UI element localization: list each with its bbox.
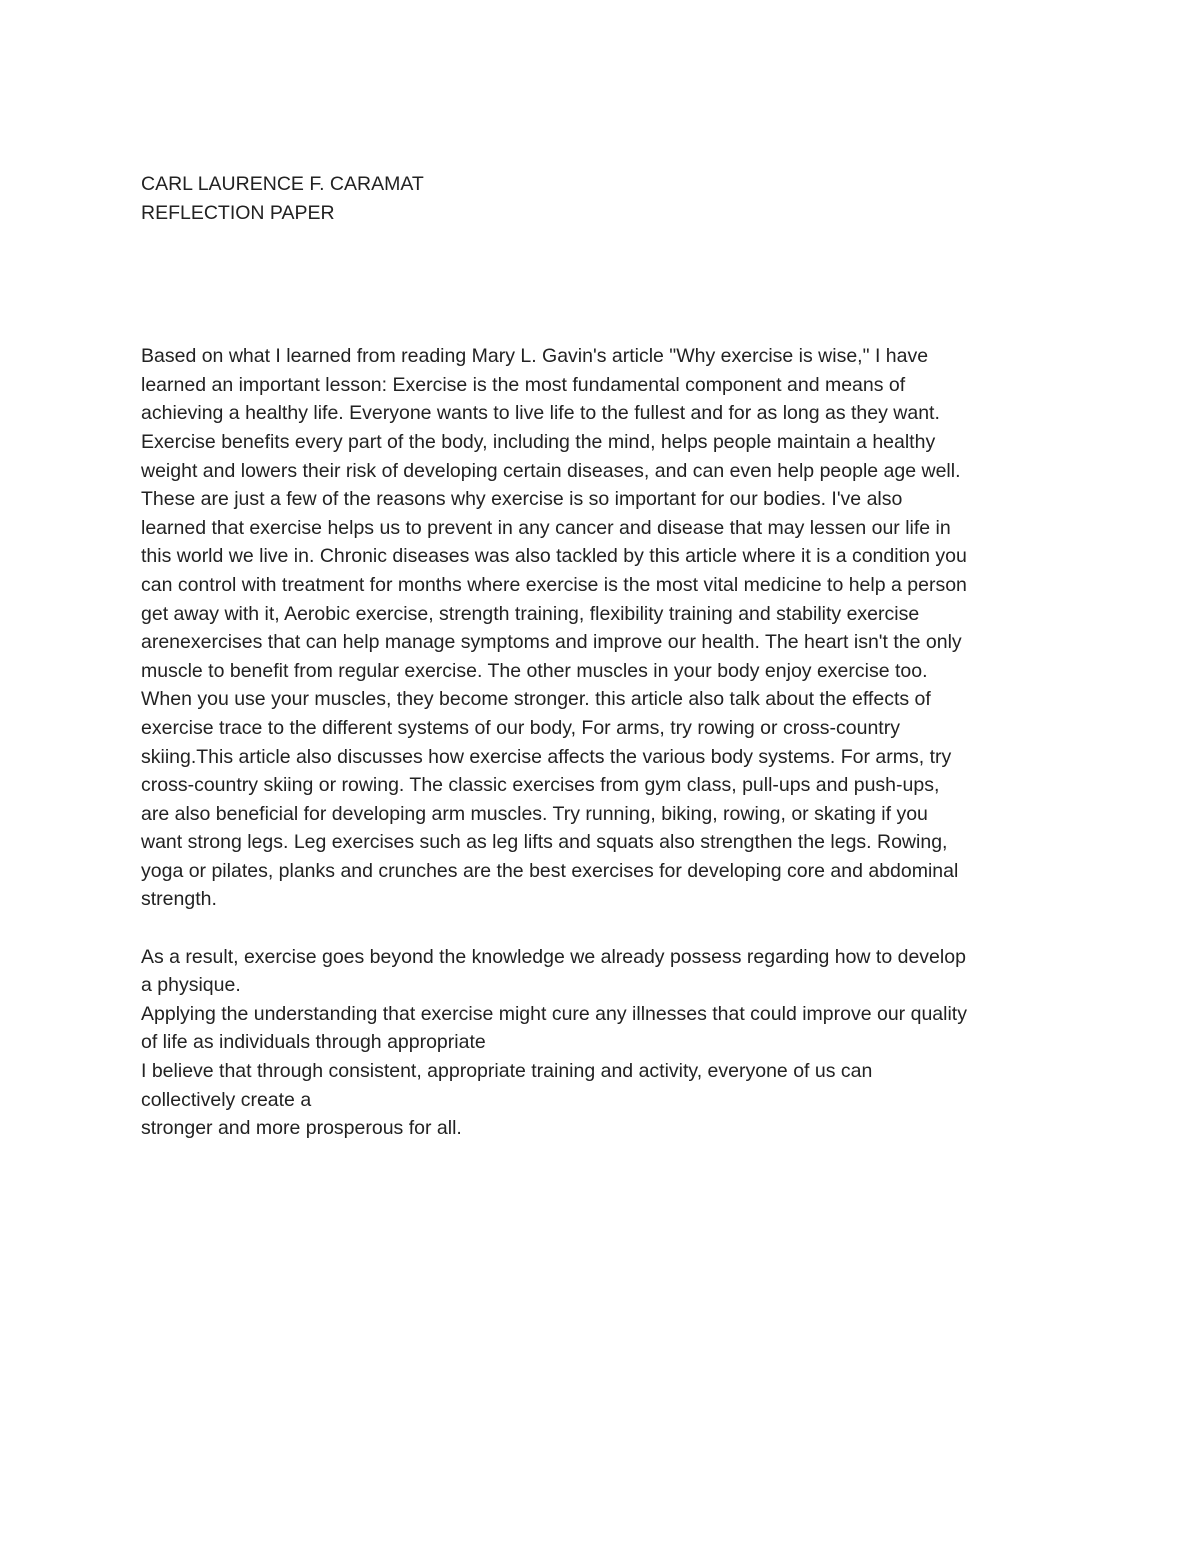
paragraph-line: As a result, exercise goes beyond the knowledge we already possess regarding how to develop [141, 945, 966, 968]
paragraph-line: this world we live in. Chronic diseases was also tackled by this article where it is a condition you [141, 545, 967, 568]
paragraph-line: want strong legs. Leg exercises such as leg lifts and squats also strengthen the legs. Rowing, [141, 831, 948, 854]
document-header [141, 170, 1081, 227]
paragraph-line: collectively create a [141, 1088, 312, 1111]
paragraph-line: Exercise benefits every part of the body, including the mind, helps people maintain a healthy [141, 430, 936, 453]
paragraph-line: arenexercises that can help manage symptoms and improve our health. The heart isn't the only [141, 631, 962, 654]
paragraph-line: achieving a healthy life. Everyone wants to live life to the fullest and for as long as they want. [141, 402, 940, 425]
paragraph-line: can control with treatment for months where exercise is the most vital medicine to help a person [141, 573, 967, 596]
document-type: REFLECTION PAPER [141, 201, 335, 224]
paragraph-line: learned that exercise helps us to prevent in any cancer and disease that may lessen our life in [141, 516, 951, 539]
paragraph-line: yoga or pilates, planks and crunches are the best exercises for developing core and abdominal [141, 859, 959, 882]
paragraph-line: I believe that through consistent, appropriate training and activity, everyone of us can [141, 1060, 873, 1083]
body-paragraph-1 [141, 342, 1081, 914]
body-paragraph-2 [141, 943, 1081, 1143]
paragraph-line: exercise trace to the different systems of our body, For arms, try rowing or cross-country [141, 716, 900, 739]
paragraph-line: muscle to benefit from regular exercise. The other muscles in your body enjoy exercise too. [141, 659, 928, 682]
paragraph-spacer [141, 914, 1081, 943]
paragraph-line: a physique. [141, 974, 241, 997]
paragraph-line: These are just a few of the reasons why exercise is so important for our bodies. I've also [141, 488, 903, 511]
paragraph-line: are also beneficial for developing arm muscles. Try running, biking, rowing, or skating if you [141, 802, 928, 825]
paragraph-line: get away with it, Aerobic exercise, strength training, flexibility training and stability exercise [141, 602, 920, 625]
paragraph-line: When you use your muscles, they become stronger. this article also talk about the effects of [141, 688, 931, 711]
document-content [141, 170, 1081, 1143]
paragraph-line: Applying the understanding that exercise might cure any illnesses that could improve our quality [141, 1002, 967, 1025]
paragraph-line: cross-country skiing or rowing. The classic exercises from gym class, pull-ups and push-ups, [141, 774, 940, 797]
paragraph-line: skiing.This article also discusses how exercise affects the various body systems. For arms, try [141, 745, 952, 768]
paragraph-line: of life as individuals through appropriate [141, 1031, 486, 1054]
header-spacer [141, 227, 1081, 342]
paragraph-line: learned an important lesson: Exercise is the most fundamental component and means of [141, 373, 906, 396]
paragraph-line: weight and lowers their risk of developing certain diseases, and can even help people age well. [141, 459, 961, 482]
paragraph-line: stronger and more prosperous for all. [141, 1117, 462, 1140]
paragraph-line: strength. [141, 888, 217, 911]
paragraph-line: Based on what I learned from reading Mary L. Gavin's article "Why exercise is wise," I have [141, 345, 929, 368]
author-name: CARL LAURENCE F. CARAMAT [141, 173, 424, 195]
